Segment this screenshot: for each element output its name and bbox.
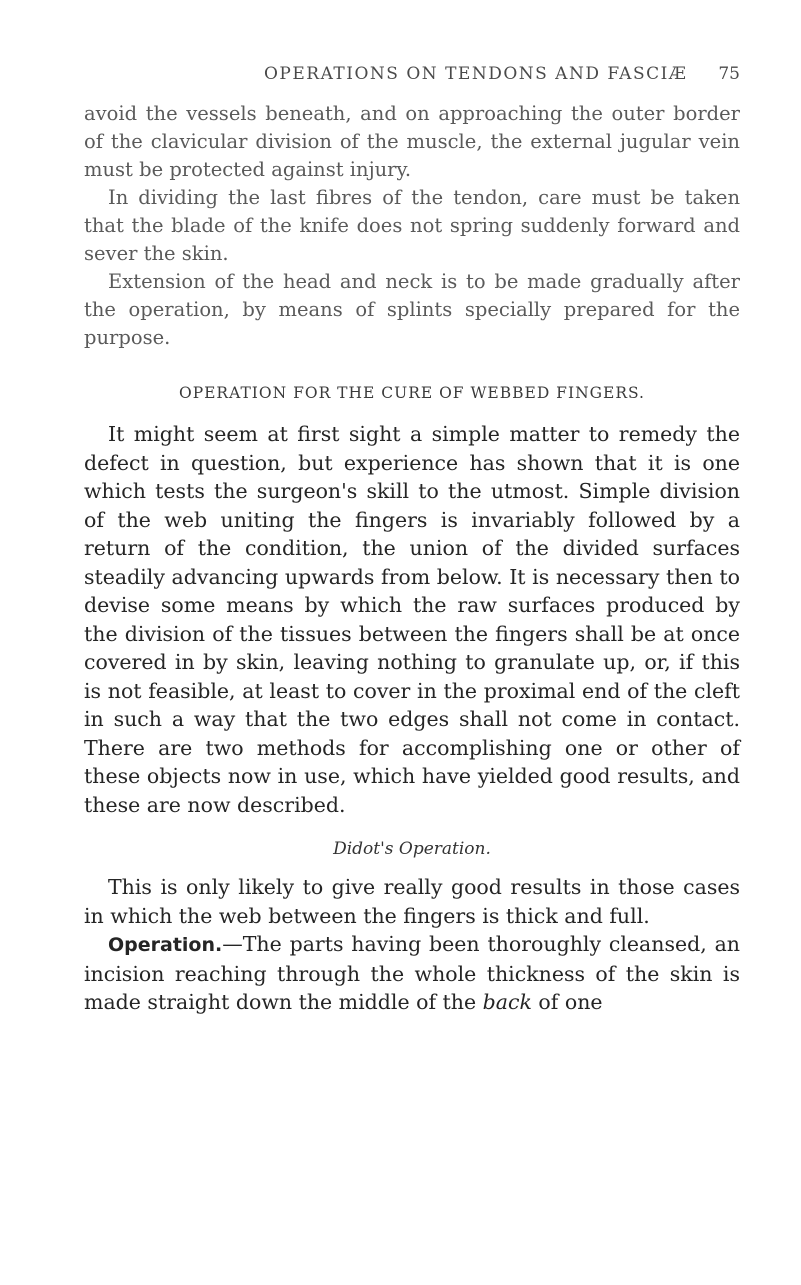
section-heading: OPERATION FOR THE CURE OF WEBBED FINGERS. [178, 384, 645, 402]
paragraph-dividing-fibres: In dividing the last fibres of the tendon, care must be taken that the blade of the knife does not spring suddenly forward and sever the skin. [84, 186, 740, 265]
page-number: 75 [718, 64, 740, 84]
paragraph-extension: Extension of the head and neck is to be made gradually after the operation, by means of splints specially prepared for the purpose. [84, 270, 740, 349]
operation-italic-word: back [482, 990, 532, 1014]
operation-text-end: of one [531, 990, 603, 1014]
operation-lead: Operation. [108, 934, 223, 956]
running-head [84, 64, 740, 84]
subheading-didot: Didot's Operation. [333, 839, 491, 859]
paragraph-continuation: avoid the vessels beneath, and on approaching the outer border of the clavicular division of the muscle, the external jugular vein must be protected against injury. [84, 102, 740, 181]
operation-text: —The parts having been thoroughly cleansed, an incision reaching through the whole thickness of the skin is made straight down the middle of the [84, 932, 740, 1014]
paragraph-didot: This is only likely to give really good results in those cases in which the web between the fingers is thick and full. [84, 875, 740, 928]
running-head-title: OPERATIONS ON TENDONS AND FASCIÆ [264, 64, 688, 84]
book-page [84, 64, 740, 1017]
paragraph-webbed-fingers: It might seem at first sight a simple matter to remedy the defect in question, but experience has shown that it is one which tests the surgeon's skill to the utmost. Simple division of the web uniting the fingers is invariably followed by a return of the condition, the union of the divided surfaces steadily advancing upwards from below. It is necessary then to devise some means by which the raw surfaces produced by the division of the tissues between the fingers shall be at once covered in by skin, leaving nothing to granulate up, or, if this is not feasible, at least to cover in the proximal end of the cleft in such a way that the two edges shall not come in contact. There are two methods for accomplishing one or other of these objects now in use, which have yielded good results, and these are now described. [84, 422, 740, 817]
paragraph-operation [84, 930, 740, 1017]
